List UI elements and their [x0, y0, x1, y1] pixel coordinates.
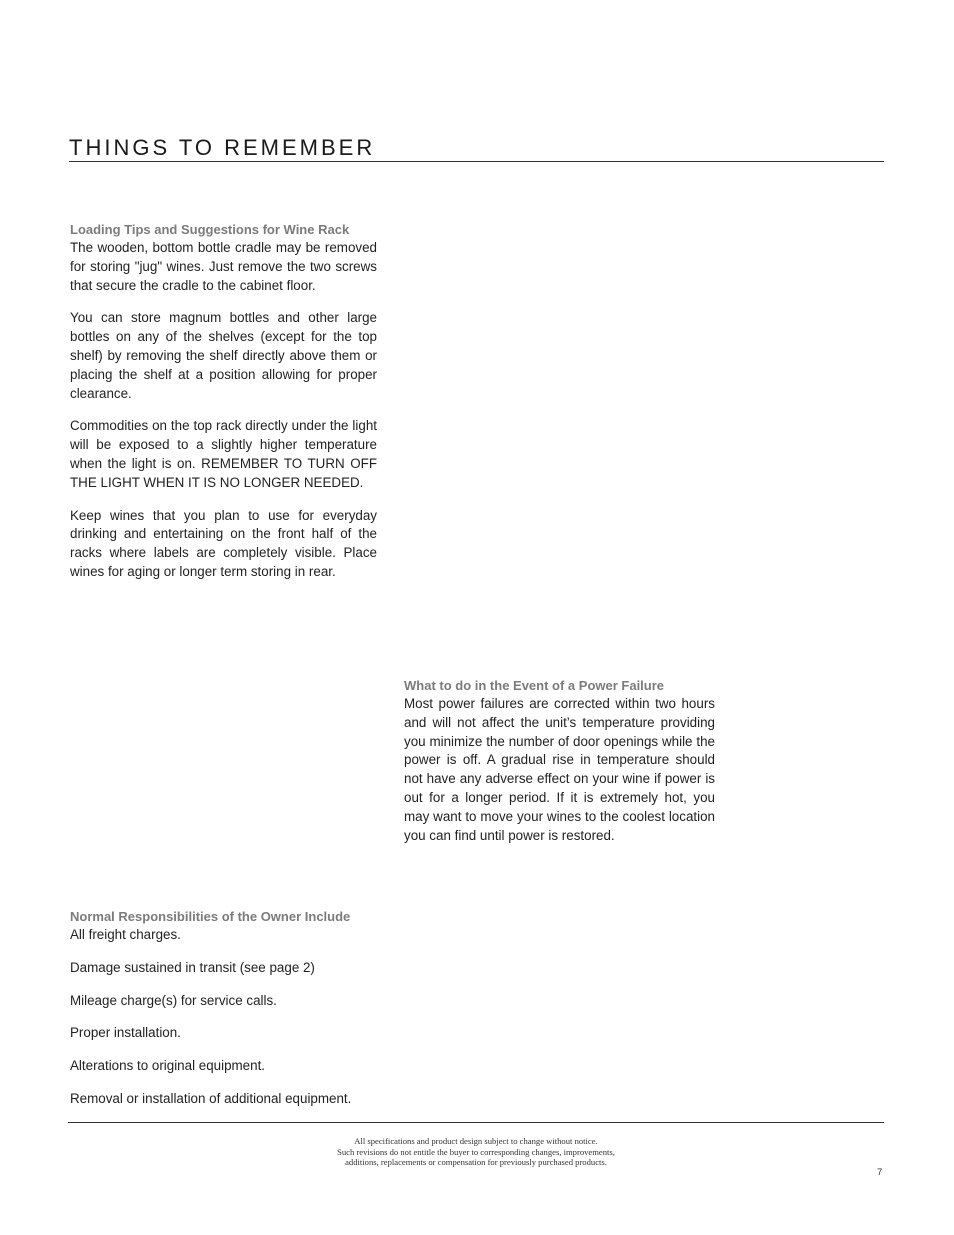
power-failure-section [404, 676, 715, 845]
footer-line: additions, replacements or compensation for previously purchased products. [345, 1157, 607, 1168]
owner-responsibilities-section [70, 907, 400, 1123]
power-failure-heading: What to do in the Event of a Power Failure [404, 678, 665, 693]
footer-line: All specifications and product design subject to change without notice. [354, 1136, 598, 1146]
loading-tips-paragraph: Commodities on the top rack directly under the light will be exposed to a slightly higher temperature when the light is on. REMEMBER TO TURN OFF THE LIGHT WHEN IT IS NO LONGER NEEDED. [70, 418, 377, 490]
loading-tips-paragraph: The wooden, bottom bottle cradle may be removed for storing "jug" wines. Just remove the two screws that secure the cradle to the cabinet floor. [70, 240, 377, 293]
page-number: 7 [877, 1167, 883, 1178]
list-item: Alterations to original equipment. [70, 1058, 266, 1074]
list-item: All freight charges. [70, 927, 181, 942]
footer-disclaimer [276, 1136, 676, 1168]
list-item: Damage sustained in transit (see page 2) [70, 959, 315, 975]
list-item: Mileage charge(s) for service calls. [70, 992, 277, 1008]
power-failure-body: Most power failures are corrected within two hours and will not affect the unit’s temperature providing you minimize the number of door openings while the power is off. A gradual rise in temperature should not have any adverse effect on your wine if power is out for a longer period. If it is extremely hot, you may want to move your wines to the coolest location you can find until power is restored. [404, 696, 715, 843]
title-rule [69, 161, 884, 162]
list-item: Proper installation. [70, 1025, 181, 1041]
owner-responsibilities-heading: Normal Responsibilities of the Owner Include [70, 909, 351, 924]
loading-tips-heading: Loading Tips and Suggestions for Wine Rack [70, 222, 350, 237]
loading-tips-section [70, 220, 377, 582]
loading-tips-paragraph: You can store magnum bottles and other large bottles on any of the shelves (except for the top shelf) by removing the shelf directly above them or placing the shelf at a position allowing for proper clearance. [70, 310, 377, 401]
footer-line: Such revisions do not entitle the buyer to corresponding changes, improvements, [337, 1146, 615, 1157]
footer-rule [68, 1122, 884, 1123]
list-item: Removal or installation of additional equipment. [70, 1090, 352, 1106]
page-title: THINGS TO REMEMBER [69, 135, 376, 160]
loading-tips-paragraph: Keep wines that you plan to use for everyday drinking and entertaining on the front half of the racks where labels are completely visible. Place wines for aging or longer term storing in rear. [70, 507, 377, 579]
